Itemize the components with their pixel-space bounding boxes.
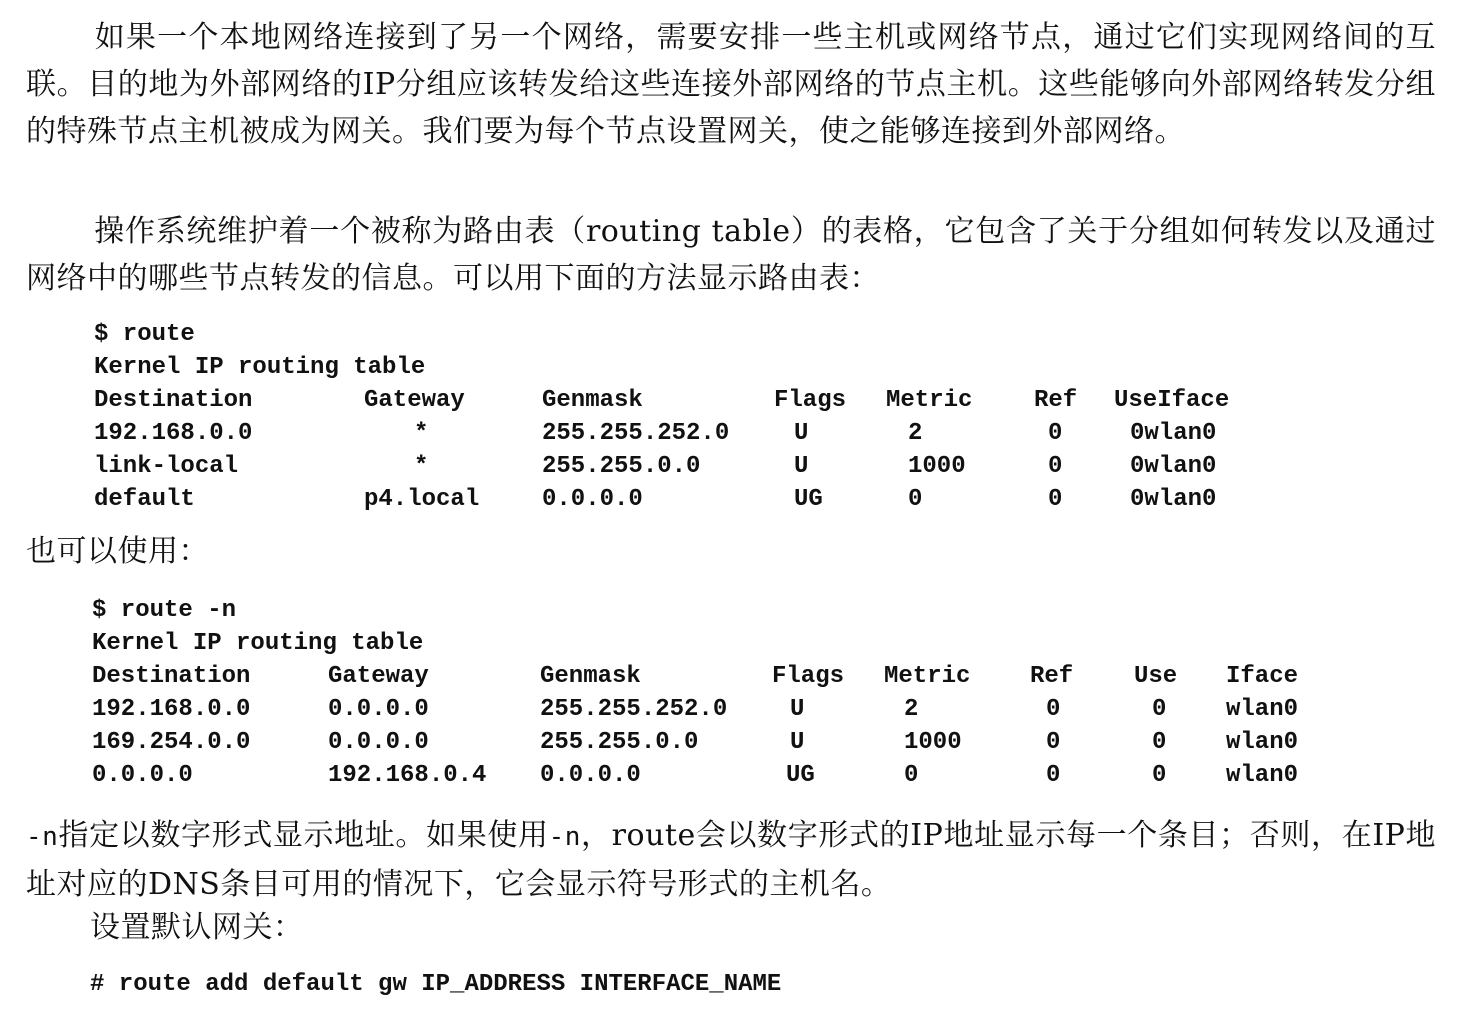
cell-flags: U xyxy=(790,696,805,723)
route-command-prompt: $ route xyxy=(94,321,195,348)
table-row xyxy=(0,759,1458,792)
cell-useiface: 0wlan0 xyxy=(1130,486,1217,513)
header-flags: Flags xyxy=(774,387,847,414)
cell-genmask: 255.255.0.0 xyxy=(542,453,701,480)
cell-ref: 0 xyxy=(1048,453,1063,480)
cell-genmask: 0.0.0.0 xyxy=(540,762,641,789)
cell-iface: wlan0 xyxy=(1226,696,1299,723)
header-destination: Destination xyxy=(94,387,253,414)
cell-flags: U xyxy=(794,420,809,447)
cell-ref: 0 xyxy=(1046,729,1061,756)
cell-genmask: 0.0.0.0 xyxy=(542,486,643,513)
cell-ref: 0 xyxy=(1046,762,1061,789)
header-useiface: UseIface xyxy=(1114,387,1230,414)
header-ref: Ref xyxy=(1030,663,1074,690)
cell-metric: 2 xyxy=(904,696,919,723)
cell-metric: 0 xyxy=(908,486,923,513)
cell-use: 0 xyxy=(1152,729,1167,756)
cell-destination: link-local xyxy=(94,453,239,480)
cell-gateway: 0.0.0.0 xyxy=(328,696,429,723)
cell-useiface: 0wlan0 xyxy=(1130,420,1217,447)
route-n-output-table xyxy=(0,660,1458,792)
header-use: Use xyxy=(1134,663,1178,690)
cell-gateway: p4.local xyxy=(364,486,480,513)
route-table-title: Kernel IP routing table xyxy=(94,354,426,381)
table-row xyxy=(0,726,1458,759)
cell-ref: 0 xyxy=(1048,486,1063,513)
route-n-command-block xyxy=(92,594,423,660)
cell-use: 0 xyxy=(1152,762,1167,789)
route-n-command-prompt: $ route -n xyxy=(92,597,237,624)
cell-ref: 0 xyxy=(1046,696,1061,723)
paragraph-n-option-text-1: 指定以数字形式显示地址。如果使用 xyxy=(58,818,549,853)
cell-iface: wlan0 xyxy=(1226,729,1299,756)
header-gateway: Gateway xyxy=(364,387,465,414)
paragraph-routing-table-intro xyxy=(26,208,1436,302)
cell-gateway: * xyxy=(414,420,429,447)
paragraph-n-option xyxy=(26,812,1436,908)
cell-flags: UG xyxy=(794,486,823,513)
cell-gateway: 192.168.0.4 xyxy=(328,762,487,789)
header-iface: Iface xyxy=(1226,663,1299,690)
route-n-table-title: Kernel IP routing table xyxy=(92,630,424,657)
cell-genmask: 255.255.0.0 xyxy=(540,729,699,756)
cell-destination: default xyxy=(94,486,195,513)
table-row xyxy=(0,450,1458,483)
table-header-row xyxy=(0,384,1458,417)
cell-flags: U xyxy=(790,729,805,756)
n-flag-code-2: -n xyxy=(548,822,581,852)
table-row xyxy=(0,483,1458,516)
cell-destination: 0.0.0.0 xyxy=(92,762,193,789)
route-command-block xyxy=(94,318,425,384)
cell-ref: 0 xyxy=(1048,420,1063,447)
header-flags: Flags xyxy=(772,663,845,690)
cell-useiface: 0wlan0 xyxy=(1130,453,1217,480)
header-metric: Metric xyxy=(884,663,971,690)
cell-metric: 1000 xyxy=(908,453,966,480)
table-row xyxy=(0,417,1458,450)
cell-destination: 169.254.0.0 xyxy=(92,729,251,756)
cell-gateway: * xyxy=(414,453,429,480)
route-output-table xyxy=(0,384,1458,516)
paragraph-alternative: 也可以使用： xyxy=(26,534,209,569)
cell-flags: UG xyxy=(786,762,815,789)
header-genmask: Genmask xyxy=(542,387,643,414)
cell-use: 0 xyxy=(1152,696,1167,723)
header-genmask: Genmask xyxy=(540,663,641,690)
table-row xyxy=(0,693,1458,726)
cell-genmask: 255.255.252.0 xyxy=(542,420,730,447)
cell-iface: wlan0 xyxy=(1226,762,1299,789)
cell-destination: 192.168.0.0 xyxy=(92,696,251,723)
header-destination: Destination xyxy=(92,663,251,690)
cell-metric: 1000 xyxy=(904,729,962,756)
route-add-command: # route add default gw IP_ADDRESS INTERFACE_NAME xyxy=(90,971,782,998)
table-header-row xyxy=(0,660,1458,693)
paragraph-gateway-intro xyxy=(26,14,1436,155)
cell-flags: U xyxy=(794,453,809,480)
paragraph-routing-table-intro-text: 操作系统维护着一个被称为路由表（routing table）的表格，它包含了关于分组如何转发以及通过网络中的哪些节点转发的信息。可以用下面的方法显示路由表： xyxy=(26,214,1436,296)
paragraph-default-gateway: 设置默认网关： xyxy=(90,910,304,945)
header-gateway: Gateway xyxy=(328,663,429,690)
header-metric: Metric xyxy=(886,387,973,414)
paragraph-n-option-text-2: ，route会以数字形式的IP地址显示每一个条目；否则，在IP地址对应的DNS条目可用的情况下，它会显示符号形式的主机名。 xyxy=(26,818,1436,902)
cell-metric: 0 xyxy=(904,762,919,789)
cell-gateway: 0.0.0.0 xyxy=(328,729,429,756)
cell-genmask: 255.255.252.0 xyxy=(540,696,728,723)
paragraph-gateway-intro-text: 如果一个本地网络连接到了另一个网络，需要安排一些主机或网络节点，通过它们实现网络间的互联。目的地为外部网络的IP分组应该转发给这些连接外部网络的节点主机。这些能够向外部网络转发分组的特殊节点主机被成为网关。我们要为每个节点设置网关，使之能够连接到外部网络。 xyxy=(26,20,1436,149)
cell-destination: 192.168.0.0 xyxy=(94,420,253,447)
header-ref: Ref xyxy=(1034,387,1078,414)
cell-metric: 2 xyxy=(908,420,923,447)
n-flag-code: -n xyxy=(26,822,59,852)
